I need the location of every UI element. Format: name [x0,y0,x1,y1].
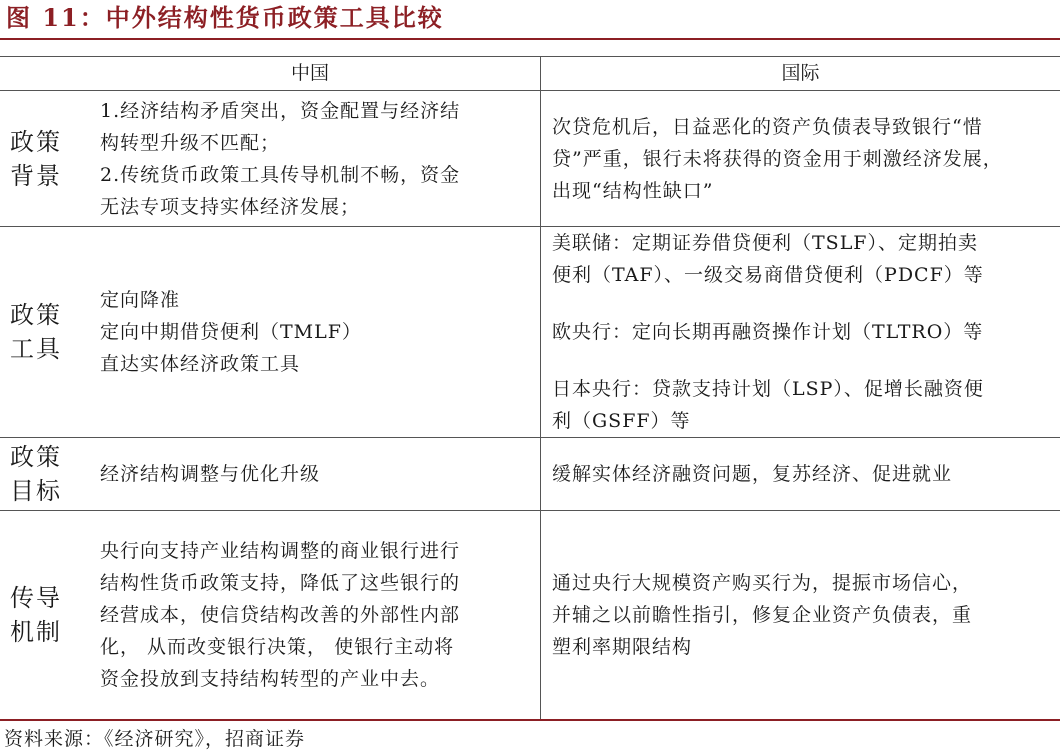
china-cell [100,511,530,719]
intl-cell [552,438,1057,510]
row-label [10,227,66,437]
intl-cell [552,91,1057,226]
column-divider [540,56,541,719]
bottom-rule [0,719,1060,721]
china-cell-text: 央行向支持产业结构调整的商业银行进行 结构性货币政策支持，降低了这些银行的 经营成本，使信贷结构改善的外部性内部 化， 从而改变银行决策， 使银行主动将 资金投放到支持结构转型的产业中去。 [100,540,461,690]
fed-tools-text: 美联储：定期证券借贷便利（TSLF）、定期拍卖 便利（TAF）、一级交易商借贷便利（PDCF）等 [552,232,984,286]
china-cell [100,227,530,437]
row-label [10,511,66,719]
china-cell [100,91,530,226]
intl-cell-text: 通过央行大规模资产购买行为，提振市场信心， 并辅之以前瞻性指引，修复企业资产负债表，重 塑利率期限结构 [552,572,973,658]
figure-title: 图 11：中外结构性货币政策工具比较 [6,3,444,32]
china-cell-text: 经济结构调整与优化升级 [100,463,321,485]
row-label-text: 传导 机制 [10,584,62,646]
row-label-text: 政策 工具 [10,301,62,363]
header-china: 中国 [290,62,329,84]
intl-cell [552,511,1057,719]
row-label [10,91,66,226]
row-label-text: 政策 目标 [10,443,62,505]
intl-cell-text: 缓解实体经济融资问题，复苏经济、促进就业 [552,463,953,485]
intl-cell-text: 次贷危机后，日益恶化的资产负债表导致银行“惜 贷”严重，银行未将获得的资金用于刺激经济发展， 出现“结构性缺口” [552,115,1003,202]
boj-tools-text: 日本央行：贷款支持计划（LSP）、促增长融资便 利（GSFF）等 [552,378,984,432]
china-cell-text: 定向降准 定向中期借贷便利（TMLF） 直达实体经济政策工具 [100,289,362,375]
source-note: 资料来源：《经济研究》，招商证券 [4,728,306,750]
ecb-tools-text: 欧央行：定向长期再融资操作计划（TLTRO）等 [552,321,984,343]
intl-cell [552,227,1057,437]
row-label-text: 政策 背景 [10,127,62,190]
header-intl: 国际 [781,62,820,84]
china-cell-text: 1.经济结构矛盾突出，资金配置与经济结 构转型升级不匹配； 2.传统货币政策工具传导机制不畅，资金 无法专项支持实体经济发展； [100,99,461,218]
row-label [10,438,66,510]
china-cell [100,438,530,510]
title-rule [0,38,1060,40]
